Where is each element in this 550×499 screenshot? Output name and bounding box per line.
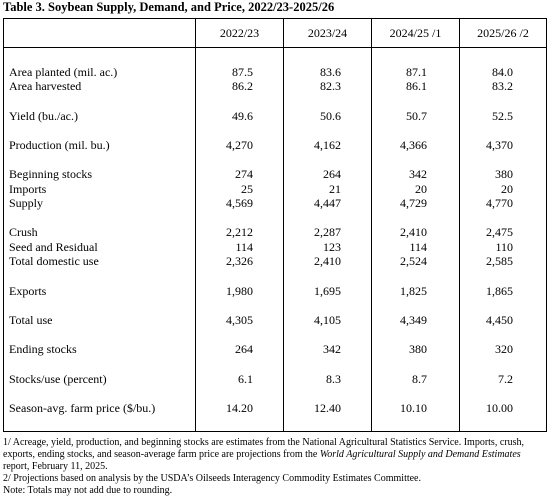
value-cell: 83.6 <box>284 65 372 79</box>
header-row <box>4 19 547 48</box>
row-label: Imports <box>4 182 196 196</box>
value-cell: 20 <box>372 182 460 196</box>
spacer-cell <box>196 269 284 284</box>
table-row <box>4 372 547 386</box>
value-cell: 86.2 <box>196 80 284 94</box>
spacer-cell <box>4 94 196 109</box>
table-row <box>4 255 547 269</box>
spacer-cell <box>372 269 460 284</box>
value-cell: 20 <box>460 182 547 196</box>
spacer-cell <box>372 123 460 138</box>
value-cell: 2,287 <box>284 226 372 240</box>
value-cell: 4,370 <box>460 138 547 152</box>
value-cell: 12.40 <box>284 401 372 415</box>
spacer-row <box>4 298 547 313</box>
spacer-cell <box>372 357 460 372</box>
spacer-cell <box>4 357 196 372</box>
value-cell: 320 <box>460 343 547 357</box>
spacer-cell <box>196 153 284 168</box>
spacer-cell <box>460 269 547 284</box>
value-cell: 87.1 <box>372 65 460 79</box>
table-row <box>4 313 547 327</box>
value-cell: 25 <box>196 182 284 196</box>
row-label: Area planted (mil. ac.) <box>4 65 196 79</box>
value-cell: 82.3 <box>284 80 372 94</box>
soybean-table <box>3 18 547 432</box>
spacer-cell <box>460 328 547 343</box>
table-row <box>4 343 547 357</box>
value-cell: 4,105 <box>284 313 372 327</box>
value-cell: 83.2 <box>460 80 547 94</box>
value-cell: 380 <box>372 343 460 357</box>
spacer-cell <box>4 386 196 401</box>
value-cell: 110 <box>460 240 547 254</box>
spacer-cell <box>284 123 372 138</box>
spacer-cell <box>284 298 372 313</box>
value-cell: 264 <box>196 343 284 357</box>
value-cell: 21 <box>284 182 372 196</box>
row-label: Supply <box>4 196 196 210</box>
value-cell: 10.10 <box>372 401 460 415</box>
value-cell: 1,695 <box>284 284 372 298</box>
spacer-cell <box>372 416 460 432</box>
row-label: Area harvested <box>4 80 196 94</box>
table-row <box>4 284 547 298</box>
spacer-cell <box>372 94 460 109</box>
spacer-row <box>4 94 547 109</box>
spacer-cell <box>4 269 196 284</box>
value-cell: 1,865 <box>460 284 547 298</box>
value-cell: 8.7 <box>372 372 460 386</box>
value-cell: 274 <box>196 168 284 182</box>
value-cell: 14.20 <box>196 401 284 415</box>
footnote-note: Note: Totals may not add due to rounding. <box>3 485 173 496</box>
value-cell: 380 <box>460 168 547 182</box>
spacer-cell <box>460 153 547 168</box>
value-cell: 4,162 <box>284 138 372 152</box>
spacer-cell <box>372 328 460 343</box>
table-row <box>4 168 547 182</box>
spacer-cell <box>4 416 196 432</box>
spacer-cell <box>284 211 372 226</box>
column-header: 2024/25 /1 <box>372 19 460 48</box>
row-label: Production (mil. bu.) <box>4 138 196 152</box>
spacer-cell <box>372 386 460 401</box>
table-body <box>4 48 547 432</box>
value-cell: 342 <box>284 343 372 357</box>
table-row <box>4 240 547 254</box>
spacer-cell <box>460 386 547 401</box>
spacer-cell <box>196 386 284 401</box>
footnote-1-report-title: World Agricultural Supply and Demand Estimates <box>319 449 521 460</box>
spacer-cell <box>196 48 284 66</box>
value-cell: 4,729 <box>372 196 460 210</box>
value-cell: 50.7 <box>372 109 460 123</box>
spacer-cell <box>460 211 547 226</box>
spacer-row <box>4 123 547 138</box>
value-cell: 264 <box>284 168 372 182</box>
value-cell: 1,825 <box>372 284 460 298</box>
spacer-cell <box>196 328 284 343</box>
value-cell: 8.3 <box>284 372 372 386</box>
spacer-cell <box>372 153 460 168</box>
spacer-cell <box>284 328 372 343</box>
value-cell: 2,585 <box>460 255 547 269</box>
row-label: Stocks/use (percent) <box>4 372 196 386</box>
spacer-cell <box>460 357 547 372</box>
header-blank <box>4 19 196 48</box>
spacer-cell <box>4 153 196 168</box>
value-cell: 123 <box>284 240 372 254</box>
value-cell: 4,450 <box>460 313 547 327</box>
table-row <box>4 138 547 152</box>
table-row <box>4 226 547 240</box>
spacer-cell <box>4 298 196 313</box>
spacer-cell <box>196 298 284 313</box>
footnote-1 <box>3 437 548 473</box>
spacer-cell <box>460 123 547 138</box>
footnote-1-date: report, February 11, 2025. <box>3 461 108 472</box>
spacer-cell <box>4 48 196 66</box>
spacer-cell <box>284 153 372 168</box>
value-cell: 114 <box>196 240 284 254</box>
spacer-cell <box>284 416 372 432</box>
value-cell: 2,410 <box>372 226 460 240</box>
spacer-cell <box>4 211 196 226</box>
value-cell: 4,569 <box>196 196 284 210</box>
value-cell: 7.2 <box>460 372 547 386</box>
spacer-cell <box>460 94 547 109</box>
value-cell: 114 <box>372 240 460 254</box>
spacer-cell <box>460 416 547 432</box>
spacer-cell <box>284 357 372 372</box>
spacer-row <box>4 211 547 226</box>
column-header: 2022/23 <box>196 19 284 48</box>
spacer-cell <box>460 298 547 313</box>
table-row <box>4 196 547 210</box>
value-cell: 4,349 <box>372 313 460 327</box>
spacer-cell <box>284 94 372 109</box>
value-cell: 2,326 <box>196 255 284 269</box>
spacer-row <box>4 328 547 343</box>
row-label: Season-avg. farm price ($/bu.) <box>4 401 196 415</box>
value-cell: 2,410 <box>284 255 372 269</box>
value-cell: 1,980 <box>196 284 284 298</box>
value-cell: 4,270 <box>196 138 284 152</box>
footnote-1-text: 1/ Acreage, yield, production, and beginning stocks are estimates from the National Agricultural Statistics Service. Imports, crush, exports, ending stocks, and season-average farm price are projections from the <box>3 437 524 460</box>
value-cell: 10.00 <box>460 401 547 415</box>
column-header: 2025/26 /2 <box>460 19 547 48</box>
spacer-cell <box>196 357 284 372</box>
spacer-cell <box>372 298 460 313</box>
spacer-cell <box>196 94 284 109</box>
value-cell: 2,524 <box>372 255 460 269</box>
spacer-cell <box>196 416 284 432</box>
table-row <box>4 182 547 196</box>
value-cell: 4,770 <box>460 196 547 210</box>
row-label: Seed and Residual <box>4 240 196 254</box>
value-cell: 4,447 <box>284 196 372 210</box>
value-cell: 342 <box>372 168 460 182</box>
value-cell: 87.5 <box>196 65 284 79</box>
row-label: Yield (bu./ac.) <box>4 109 196 123</box>
spacer-cell <box>460 48 547 66</box>
spacer-row <box>4 357 547 372</box>
spacer-cell <box>196 123 284 138</box>
row-label: Crush <box>4 226 196 240</box>
row-label: Total use <box>4 313 196 327</box>
row-label: Total domestic use <box>4 255 196 269</box>
value-cell: 4,305 <box>196 313 284 327</box>
value-cell: 50.6 <box>284 109 372 123</box>
table-row <box>4 80 547 94</box>
spacer-row <box>4 416 547 432</box>
value-cell: 2,475 <box>460 226 547 240</box>
row-label: Ending stocks <box>4 343 196 357</box>
column-header: 2023/24 <box>284 19 372 48</box>
table-row <box>4 109 547 123</box>
row-label: Beginning stocks <box>4 168 196 182</box>
spacer-cell <box>372 48 460 66</box>
value-cell: 6.1 <box>196 372 284 386</box>
footnote-2: 2/ Projections based on analysis by the USDA’s Oilseeds Interagency Commodity Estimates Committee. <box>3 473 421 484</box>
row-label: Exports <box>4 284 196 298</box>
value-cell: 49.6 <box>196 109 284 123</box>
spacer-row <box>4 48 547 66</box>
spacer-row <box>4 386 547 401</box>
value-cell: 2,212 <box>196 226 284 240</box>
spacer-cell <box>4 328 196 343</box>
value-cell: 4,366 <box>372 138 460 152</box>
spacer-row <box>4 153 547 168</box>
value-cell: 84.0 <box>460 65 547 79</box>
spacer-cell <box>284 386 372 401</box>
spacer-cell <box>284 269 372 284</box>
spacer-row <box>4 269 547 284</box>
spacer-cell <box>4 123 196 138</box>
spacer-cell <box>284 48 372 66</box>
value-cell: 86.1 <box>372 80 460 94</box>
table-row <box>4 401 547 415</box>
footnotes <box>3 437 548 497</box>
spacer-cell <box>372 211 460 226</box>
table-row <box>4 65 547 79</box>
spacer-cell <box>196 211 284 226</box>
table-title: Table 3. Soybean Supply, Demand, and Price, 2022/23-2025/26 <box>3 0 335 14</box>
value-cell: 52.5 <box>460 109 547 123</box>
